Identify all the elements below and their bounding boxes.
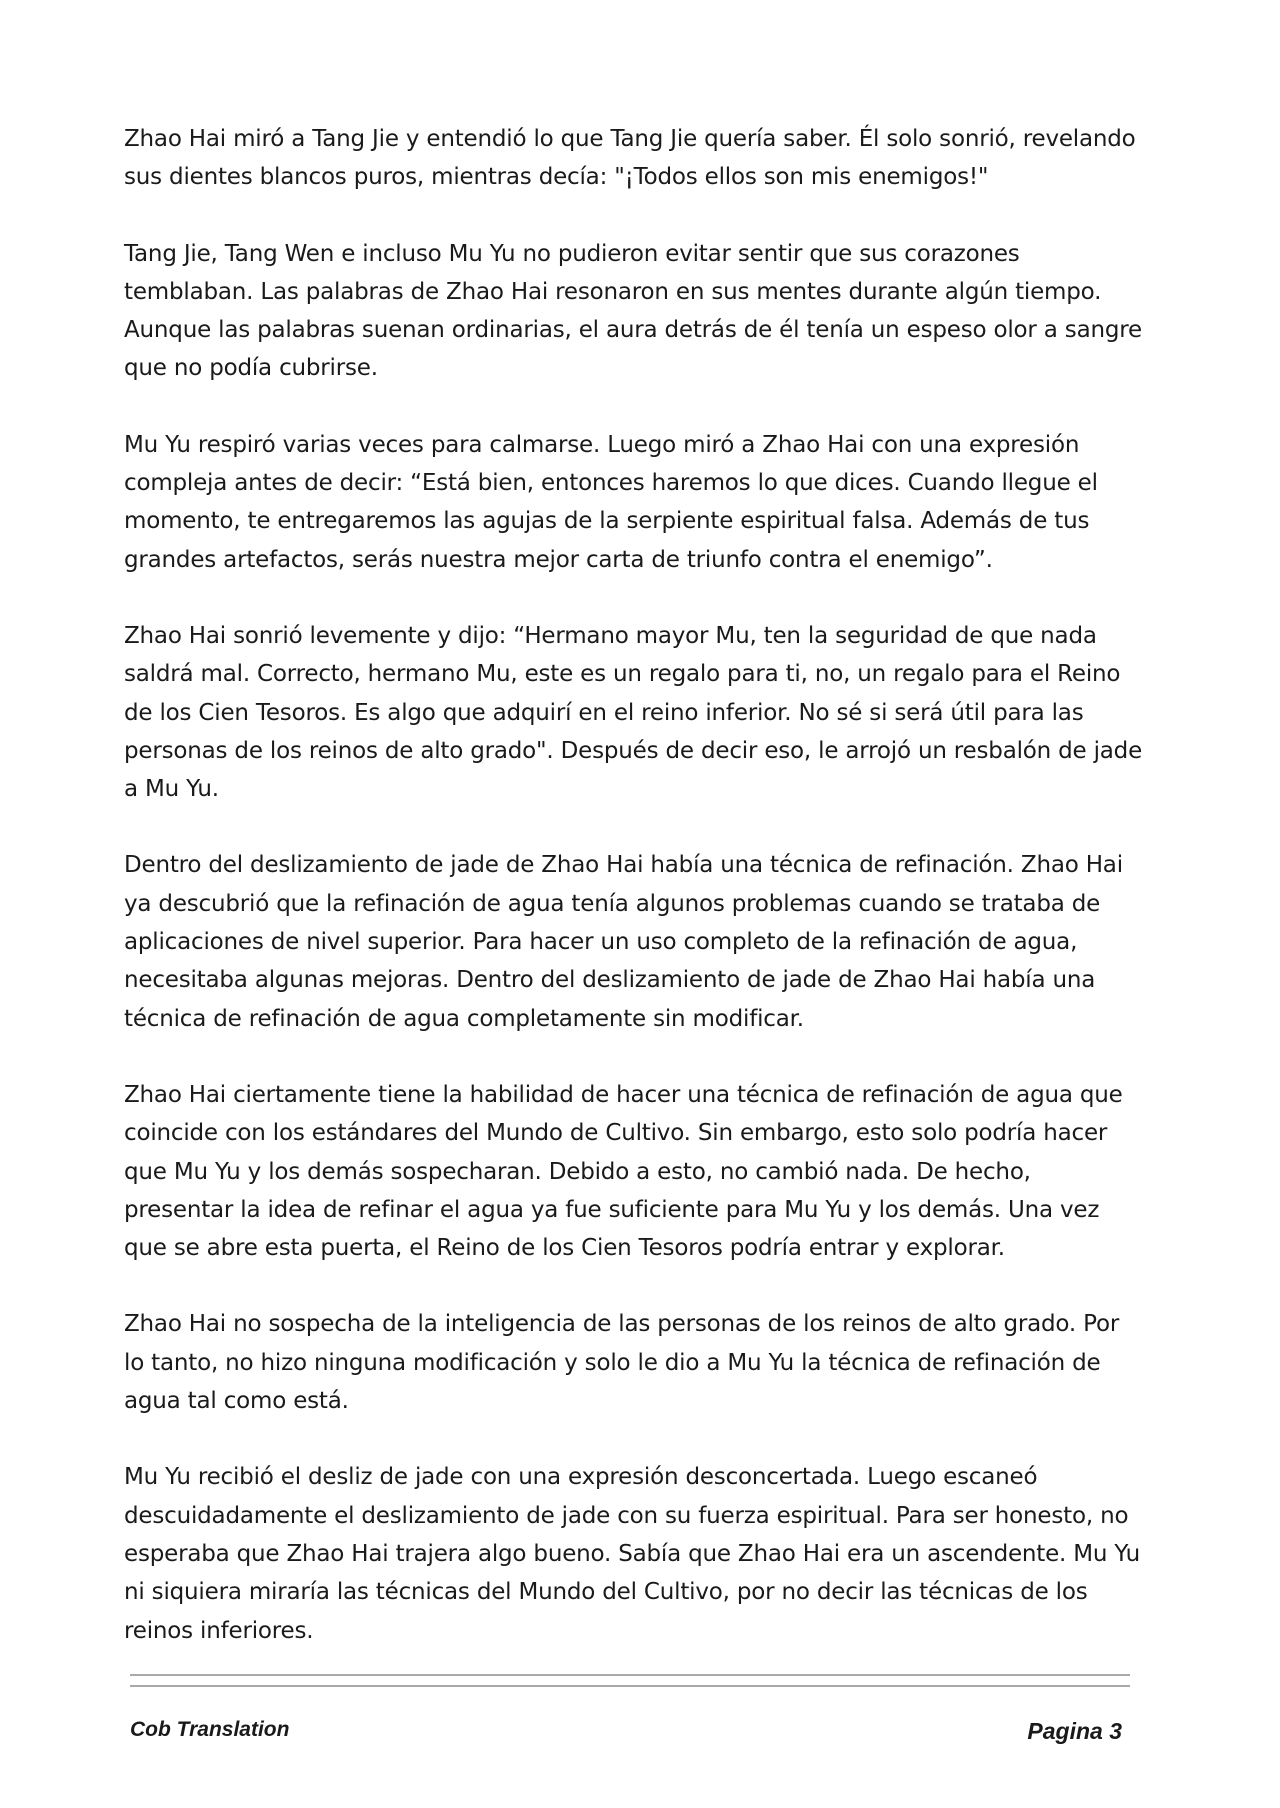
paragraph-5: Dentro del deslizamiento de jade de Zhao Hai había una técnica de refinación. Zhao Hai ya descubrió que la refinación de agua tenía algunos problemas cuando se trataba de aplicaciones de nivel superior. Para hacer un uso completo de la refinación de agua, necesitaba algunas mejoras. Dentro del deslizamiento de jade de Zhao Hai había una técnica de refinación de agua completamente sin modificar. [124,852,1123,1032]
paragraph-2: Tang Jie, Tang Wen e incluso Mu Yu no pudieron evitar sentir que sus corazones temblaban. Las palabras de Zhao Hai resonaron en sus mentes durante algún tiempo. Aunque las palabras suenan ordinarias, el aura detrás de él tenía un espeso olor a sangre que no podía cubrirse. [124,240,1142,382]
paragraph-7: Zhao Hai no sospecha de la inteligencia de las personas de los reinos de alto grado. Por lo tanto, no hizo ninguna modificación y solo le dio a Mu Yu la técnica de refinación de agua tal como está. [124,1311,1120,1415]
paragraph-4: Zhao Hai sonrió levemente y dijo: “Hermano mayor Mu, ten la seguridad de que nada saldrá mal. Correcto, hermano Mu, este es un regalo para ti, no, un regalo para el Reino de los Cien Tesoros. Es algo que adquirí en el reino inferior. No sé si será útil para las personas de los reinos de alto grado". Después de decir eso, le arrojó un resbalón de jade a Mu Yu. [124,622,1143,803]
paragraph-6: Zhao Hai ciertamente tiene la habilidad de hacer una técnica de refinación de agua que coincide con los estándares del Mundo de Cultivo. Sin embargo, esto solo podría hacer que Mu Yu y los demás sospecharan. Debido a esto, no cambió nada. De hecho, presentar la idea de refinar el agua ya fue suficiente para Mu Yu y los demás. Una vez que se abre esta puerta, el Reino de los Cien Tesoros podría entrar y explorar. [124,1081,1123,1262]
footer-page-number: Pagina 3 [1027,1718,1122,1744]
footer-divider-bottom [130,1685,1130,1687]
footer-translator-label: Cob Translation [130,1718,290,1741]
footer-divider-top [130,1674,1130,1676]
paragraph-8: Mu Yu recibió el desliz de jade con una expresión desconcertada. Luego escaneó descuidadamente el deslizamiento de jade con su fuerza espiritual. Para ser honesto, no esperaba que Zhao Hai trajera algo bueno. Sabía que Zhao Hai era un ascendente. Mu Yu ni siquiera miraría las técnicas del Mundo del Cultivo, por no decir las técnicas de los reinos inferiores. [124,1464,1141,1644]
document-body [124,120,1144,1688]
paragraph-3: Mu Yu respiró varias veces para calmarse. Luego miró a Zhao Hai con una expresión compleja antes de decir: “Está bien, entonces haremos lo que dices. Cuando llegue el momento, te entregaremos las agujas de la serpiente espiritual falsa. Además de tus grandes artefactos, serás nuestra mejor carta de triunfo contra el enemigo”. [124,431,1098,573]
paragraph-1: Zhao Hai miró a Tang Jie y entendió lo que Tang Jie quería saber. Él solo sonrió, revelando sus dientes blancos puros, mientras decía: "¡Todos ellos son mis enemigos!" [124,126,1136,191]
